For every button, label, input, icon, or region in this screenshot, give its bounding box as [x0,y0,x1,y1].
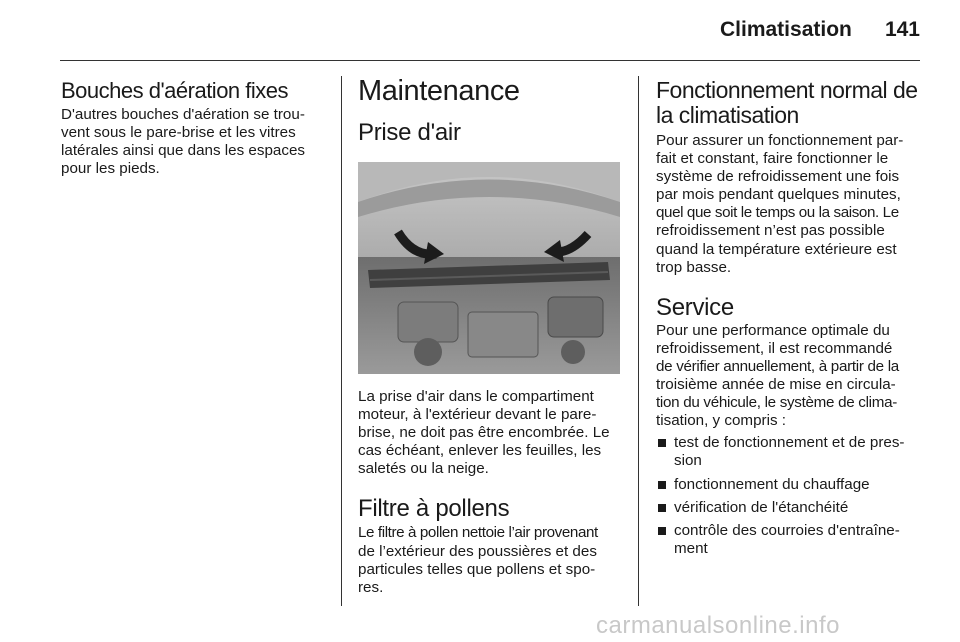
text-line: pour les pieds. [61,160,160,178]
column-divider-1 [341,76,342,606]
text-line: fonctionnement du chauffage [674,475,870,493]
column-1 [61,76,323,178]
square-bullet-icon [658,504,666,512]
text-line: particules telles que pollens et spo- [358,560,596,578]
service-checklist [656,434,924,558]
text-line: troisième année de mise en circula- [656,376,896,394]
header-rule [60,60,920,61]
heading-service: Service [656,293,734,321]
heading-fixed-vents: Bouches d'aération fixes [61,78,289,103]
text-line: brise, ne doit pas être encombrée. Le [358,424,610,442]
text-line: fait et constant, faire fonctionner le [656,150,889,168]
column-3 [656,76,924,563]
text-line: quand la température extérieure est [656,240,897,258]
heading-normal-operation [656,78,924,128]
list-item [656,476,924,494]
text-line: par mois pendant quelques minutes, [656,186,901,204]
page-number: 141 [884,18,920,41]
column-divider-2 [638,76,639,606]
text-line: refroidissement n’est pas possible [656,222,885,240]
text-line: tion du véhicule, le système de clima- [656,394,897,412]
text-line: contrôle des courroies d'entraîne- [674,521,900,539]
text-line: latérales ainsi que dans les espaces [61,142,305,160]
text-line: de l’extérieur des poussières et des [358,542,597,560]
square-bullet-icon [658,481,666,489]
heading-pollen-filter: Filtre à pollens [358,495,510,523]
engine-bay-photo [358,162,623,374]
text-line: res. [358,578,384,596]
watermark: carmanualsonline.info [596,612,840,639]
fixed-vents-text [61,106,323,178]
list-item [656,499,924,517]
text-line: sion [674,452,702,470]
text-line: de vérifier annuellement, à partir de la [656,357,899,375]
text-line: test de fonctionnement et de pres- [674,434,905,452]
heading-air-intake: Prise d'air [358,119,461,146]
text-line: cas échéant, enlever les feuilles, les [358,442,602,460]
text-line: trop basse. [656,258,732,276]
section-title: Climatisation [720,18,852,41]
text-line: Le filtre à pollen nettoie l’air provenant [358,524,598,542]
text-line: tisation, y compris : [656,412,786,430]
heading-maintenance: Maintenance [358,75,520,107]
list-item [656,522,924,558]
text-line: La prise d'air dans le compartiment [358,388,594,405]
normal-operation-text [656,132,924,277]
list-item [656,434,924,470]
pollen-filter-text [358,524,623,596]
air-intake-text [358,388,623,478]
text-line: saletés ou la neige. [358,460,489,478]
text-line: Pour une performance optimale du [656,321,890,339]
text-line: D'autres bouches d'aération se trou- [61,106,305,123]
text-line: Pour assurer un fonctionnement par- [656,132,904,149]
text-line: système de refroidissement une fois [656,168,900,186]
heading-line: la climatisation [656,102,799,128]
service-text [656,322,924,431]
text-line: moteur, à l'extérieur devant le pare- [358,406,597,424]
engine-bay-image [358,162,620,374]
text-line: vent sous le pare-brise et les vitres [61,124,296,142]
text-line: vérification de l'étanchéité [674,498,849,516]
heading-line: Fonctionnement normal de [656,77,918,103]
column-2 [358,76,623,597]
text-line: quel que soit le temps ou la saison. Le [656,204,899,222]
square-bullet-icon [658,527,666,535]
square-bullet-icon [658,439,666,447]
text-line: refroidissement, il est recommandé [656,339,893,357]
text-line: ment [674,539,708,557]
